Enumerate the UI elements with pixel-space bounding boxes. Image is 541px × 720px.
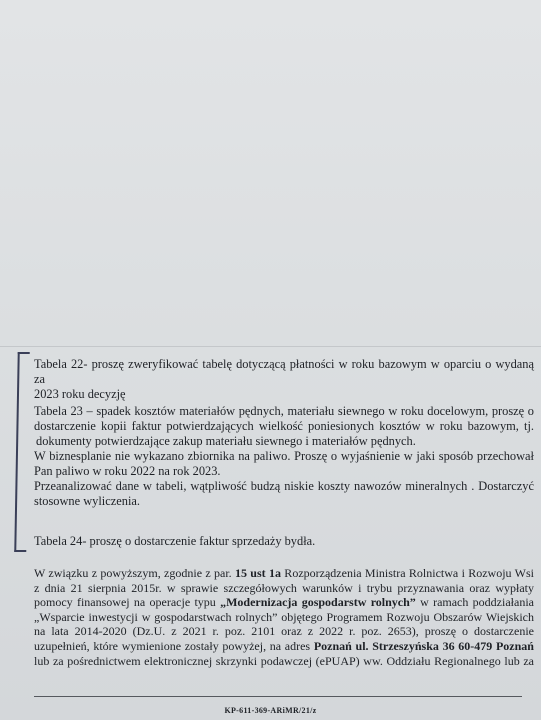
note-line: Pan paliwo w roku 2022 na rok 2023. — [34, 464, 221, 478]
note-line: Przeanalizować dane w tabeli, wątpliwość budzą niskie koszty nawozów mineralnych . Dostarczyć — [34, 479, 534, 493]
text-span: uzupełnień, które wymienione zostały powyżej, na adres — [34, 638, 314, 653]
handwritten-bracket-mark — [14, 352, 29, 552]
footer-rule — [34, 696, 522, 697]
note-line: dokumenty potwierdzające zakup materiału siewnego i materiałów pędnych. — [36, 434, 416, 448]
note-line: dostarczenie kopii faktur potwierdzających wielkość poniesionych kosztów w roku bazowym, tj. — [34, 419, 534, 433]
note-line: Tabela 22- proszę zweryfikować tabelę dotyczącą płatności w roku bazowym w oparciu o wydaną za — [34, 357, 534, 386]
text-span: Rozporządzenia Ministra Rolnictwa i Rozwoju Wsi — [280, 566, 534, 580]
text-span: w ramach poddziałania — [415, 595, 534, 610]
bold-text: „Modernizacja gospodarstw rolnych” — [220, 595, 416, 610]
paragraph-line: lub za pośrednictwem elektronicznej skrzynki podawczej (ePUAP) ww. Oddziału Regionalnego lub za — [34, 653, 534, 668]
paragraph-line — [34, 639, 534, 654]
document-reference-number: KP-611-369-ARiMR/21/z — [224, 706, 317, 715]
note-line: Tabela 24- proszę o dostarczenie faktur sprzedaży bydła. — [34, 534, 316, 548]
paragraph-line: „Wsparcie inwestycji w gospodarstwach rolnych” objętego Programem Rozwoju Obszarów Wiejskich — [34, 609, 534, 624]
paragraph-line — [34, 595, 534, 610]
text-span: pomocy finansowej na operacje typu — [34, 595, 221, 610]
bold-text: Poznań ul. Strzeszyńska 36 60-479 Poznań — [313, 638, 534, 653]
note-line: 2023 roku decyzję — [34, 387, 126, 401]
note-table-24 — [34, 534, 534, 549]
main-paragraph — [34, 566, 534, 668]
text-span: W związku z powyższym, zgodnie z par. — [34, 566, 235, 580]
paragraph-line: na lata 2014-2020 (Dz.U. z 2021 r. poz. 2101 oraz z 2022 r. poz. 2653), proszę o dostarczenie — [34, 624, 534, 639]
paragraph-line — [34, 566, 534, 581]
note-line: stosowne wyliczenia. — [34, 494, 140, 508]
paragraph-line: z dnia 21 sierpnia 2015r. w sprawie szczegółowych warunków i trybu przyznawania oraz wypłaty — [34, 580, 534, 595]
note-table-23 — [34, 404, 534, 509]
note-line: W biznesplanie nie wykazano zbiornika na paliwo. Proszę o wyjaśnienie w jaki sposób przechował — [34, 449, 534, 463]
bold-text: 15 ust 1a — [234, 566, 281, 580]
note-table-22 — [34, 357, 534, 402]
note-line: Tabela 23 – spadek kosztów materiałów pędnych, materiału siewnego w roku docelowym, proszę o — [34, 404, 534, 418]
page-fold-line — [0, 346, 541, 347]
